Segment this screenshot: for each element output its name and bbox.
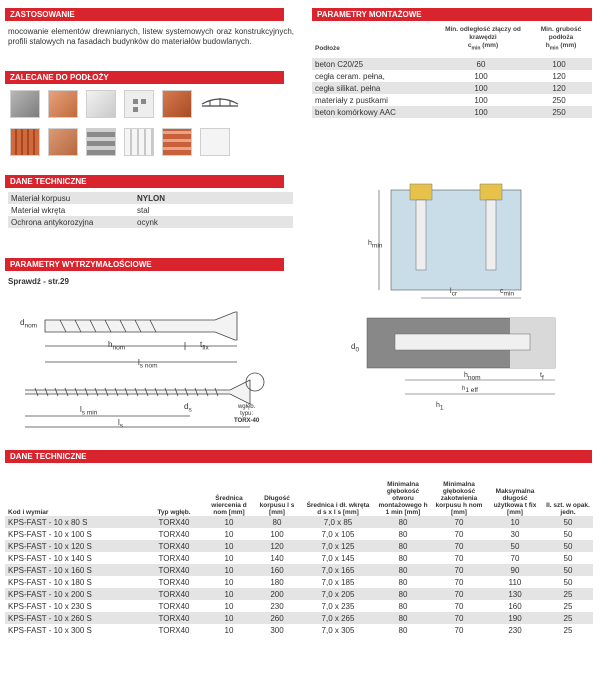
substrates-header: ZALECANE DO PODŁOŻY — [5, 71, 285, 84]
mounting-col-base: Podłoże — [315, 45, 340, 52]
drawing-d-s: $d_s$ — [184, 402, 192, 414]
table-row: cegła silikat. pełna 100 120 — [312, 82, 592, 94]
drawing-h-nom2: $h_{nom}$ — [464, 372, 481, 382]
drawing-c-min: $c_{min}$ — [500, 288, 514, 298]
drawing-t-f: $t_f$ — [540, 372, 544, 382]
table-row: KPS-FAST - 10 x 160 S TORX40 10 160 7,0 x 165 80 70 90 50 — [5, 564, 593, 576]
table-row: beton komórkowy AAC 100 250 — [312, 106, 592, 118]
substrate-bridge-icon — [200, 90, 240, 118]
table-row: KPS-FAST - 10 x 140 S TORX40 10 140 7,0 x 145 80 70 70 50 — [8, 553, 573, 563]
strength-note: Sprawdź - str.29 — [8, 277, 69, 286]
mounting-header: PARAMETRY MONTAŻOWE — [312, 8, 593, 21]
substrate-red-hollow-icon — [162, 128, 192, 156]
application-text: mocowanie elementów drewnianych, listew systemowych oraz konstrukcyjnych, profili stalowych na fasadach budynków do materiałów budowlanych. — [8, 27, 294, 46]
tech-main-table — [5, 464, 593, 636]
substrate-gray-block-icon — [86, 128, 116, 156]
substrate-silicate-brick-icon — [86, 90, 116, 118]
table-row: cegła ceram. pełna, 100 120 — [315, 71, 566, 81]
tech-main-header: DANE TECHNICZNE — [5, 450, 593, 463]
mounting-col-thick: Min. grubość podłoża $h_{min}$ (mm) — [540, 26, 582, 52]
table-row: KPS-FAST - 10 x 200 S TORX40 10 200 7,0 x 205 80 70 130 25 — [5, 588, 593, 600]
substrate-perforated-brick-icon — [10, 128, 40, 156]
table-row: Ochrona antykorozyjna ocynk — [8, 216, 293, 228]
drawing-l-s-min: $l_{s min}$ — [80, 405, 98, 417]
substrate-hollow-ceramic-icon — [162, 90, 192, 118]
table-row: KPS-FAST - 10 x 230 S TORX40 10 230 7,0 x 235 80 70 160 25 — [8, 601, 573, 611]
table-row: KPS-FAST - 10 x 100 S TORX40 10 100 7,0 x 105 80 70 30 50 — [8, 529, 573, 539]
substrate-concrete-icon — [10, 90, 40, 118]
substrate-hollow-block-icon — [124, 90, 154, 118]
drawing-h-nom: $h_{nom}$ — [108, 340, 126, 352]
drawing-h1-eff: $h_{1 eff}$ — [462, 386, 478, 395]
drawing-l-nom: $l_{s nom}$ — [138, 358, 158, 370]
substrate-white-hollow-icon — [124, 128, 154, 156]
tech-small-table — [8, 192, 293, 228]
mounting-col-edge: Min. odległość złączy od krawędzi $c_{min}$ (mm) — [445, 26, 521, 52]
drawing-torx-label: wgłęb. typu: TORX-40 — [234, 404, 260, 424]
substrate-aac-icon — [200, 128, 230, 156]
drawing-h-min: $h_{min}$ — [368, 240, 383, 250]
bridge-icon — [200, 90, 240, 118]
drawing-t-fix: $t_{fix}$ — [200, 340, 209, 352]
application-header: ZASTOSOWANIE — [5, 8, 285, 21]
table-header-row: Kod i wymiar Typ wgłęb. Średnica wiercenia d nom [mm] Długość korpusu l s [mm] Średnica i dł. wkręta d s x l s [mm] Minimalna głębokość otworu montażowego h 1 min [mm] Minimalna głębokość zakotwienia korpusu h nom [mm] Maksymalna długość użytkowa t fix [mm] Il. szt. w opak. jedn. — [8, 481, 590, 516]
table-row: materiały z pustkami 100 250 — [315, 95, 566, 105]
table-row: KPS-FAST - 10 x 120 S TORX40 10 120 7,0 x 125 80 70 50 50 — [5, 540, 593, 552]
drawing-l-s: $l_s$ — [118, 418, 124, 430]
mounting-table — [312, 24, 592, 118]
table-row: beton C20/25 60 100 — [312, 58, 592, 70]
drawing-d-0: $d_0$ — [351, 342, 360, 354]
table-row: KPS-FAST - 10 x 80 S TORX40 10 80 7,0 x 85 80 70 10 50 — [5, 516, 593, 528]
table-row: KPS-FAST - 10 x 260 S TORX40 10 260 7,0 x 265 80 70 190 25 — [5, 612, 593, 624]
drawing-l-cr: $l_{cr}$ — [450, 288, 457, 298]
table-row: Materiał wkręta stal — [11, 205, 150, 215]
drawing-h-1: $h_1$ — [436, 402, 444, 412]
substrate-clay-block-icon — [48, 128, 78, 156]
drawing-d-nom: $d_{nom}$ — [20, 318, 38, 330]
strength-header: PARAMETRY WYTRZYMAŁOŚCIOWE — [5, 258, 285, 271]
substrate-ceramic-brick-icon — [48, 90, 78, 118]
table-row: KPS-FAST - 10 x 180 S TORX40 10 180 7,0 x 185 80 70 110 50 — [8, 577, 573, 587]
tech-small-header: DANE TECHNICZNE — [5, 175, 285, 188]
table-row: Materiał korpusu NYLON — [8, 192, 293, 204]
table-row: KPS-FAST - 10 x 300 S TORX40 10 300 7,0 x 305 80 70 230 25 — [8, 625, 573, 635]
